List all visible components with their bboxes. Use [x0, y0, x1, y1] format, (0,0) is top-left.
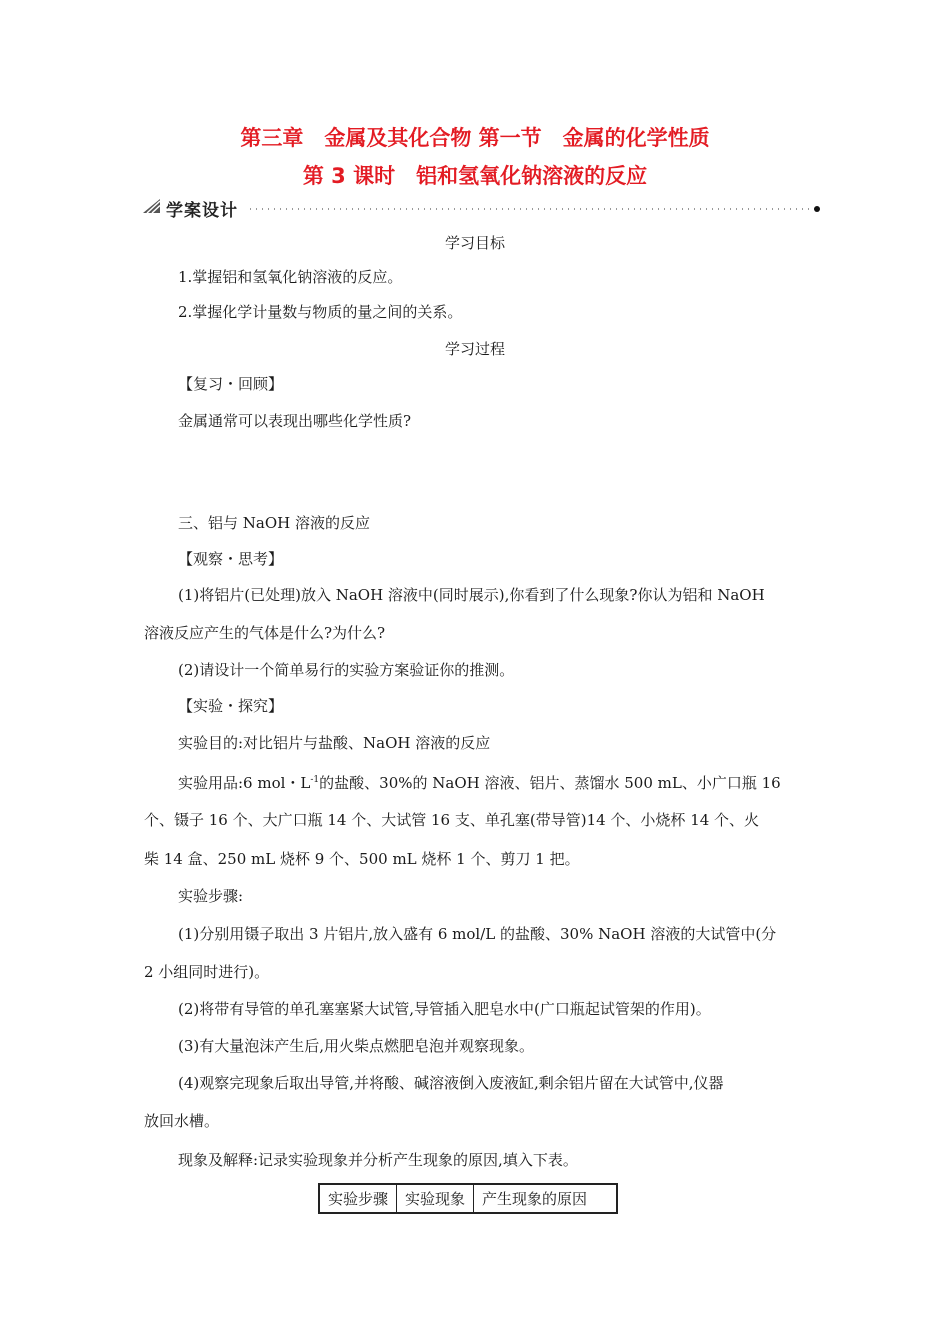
- step-1a: (1)分别用镊子取出 3 片铝片,放入盛有 6 mol/L 的盐酸、30% NaOH 溶液的大试管中(分: [178, 925, 777, 943]
- materials-line-2: 个、镊子 16 个、大广口瓶 14 个、大试管 16 支、单孔塞(带导管)14 个、小烧杯 14 个、火: [144, 811, 760, 829]
- materials-line-1: [178, 770, 781, 793]
- experiment-tag: 【实验・探究】: [178, 697, 284, 715]
- results-table: [318, 1183, 618, 1214]
- review-tag: 【复习・回顾】: [178, 375, 284, 393]
- observe-question-2: (2)请设计一个简单易行的实验方案验证你的推测。: [178, 661, 515, 679]
- materials-line-3: 柴 14 盒、250 mL 烧杯 9 个、500 mL 烧杯 1 个、剪刀 1 把。: [144, 850, 580, 868]
- step-3: (3)有大量泡沫产生后,用火柴点燃肥皂泡并观察现象。: [178, 1037, 535, 1055]
- table-header-row: [319, 1184, 617, 1213]
- materials-superscript: -1: [310, 775, 320, 785]
- steps-heading: 实验步骤:: [178, 887, 244, 905]
- experiment-purpose: 实验目的:对比铝片与盐酸、NaOH 溶液的反应: [178, 734, 491, 752]
- step-1b: 2 小组同时进行)。: [144, 963, 270, 981]
- materials-text-a: 实验用品:6 mol・L: [178, 774, 311, 792]
- section-banner: [142, 196, 822, 221]
- review-question: 金属通常可以表现出哪些化学性质?: [178, 412, 412, 430]
- process-heading: 学习过程: [444, 340, 505, 358]
- table-header-phenomena: 实验现象: [397, 1184, 474, 1213]
- observe-question-1a: (1)将铝片(已处理)放入 NaOH 溶液中(同时展示),你看到了什么现象?你认为铝和 NaOH: [178, 586, 765, 604]
- banner-label: 学案设计: [166, 201, 238, 221]
- explanation-instruction: 现象及解释:记录实验现象并分析产生现象的原因,填入下表。: [178, 1151, 578, 1169]
- objective-item-1: 1.掌握铝和氢氧化钠溶液的反应。: [178, 268, 403, 286]
- section-three-heading: 三、铝与 NaOH 溶液的反应: [178, 514, 370, 532]
- lesson-title: 第 3 课时 铝和氢氧化钠溶液的反应: [302, 164, 648, 188]
- step-4b: 放回水槽。: [144, 1112, 220, 1130]
- chapter-title: 第三章 金属及其化合物 第一节 金属的化学性质: [240, 126, 710, 150]
- observe-tag: 【观察・思考】: [178, 550, 284, 568]
- step-4a: (4)观察完现象后取出导管,并将酸、碱溶液倒入废液缸,剩余铝片留在大试管中,仪器: [178, 1074, 724, 1092]
- triangle-icon: [142, 198, 162, 214]
- table-header-reasons: 产生现象的原因: [474, 1184, 618, 1213]
- step-2: (2)将带有导管的单孔塞塞紧大试管,导管插入肥皂水中(广口瓶起试管架的作用)。: [178, 1000, 711, 1018]
- dotted-rule: [250, 204, 822, 214]
- objective-item-2: 2.掌握化学计量数与物质的量之间的关系。: [178, 303, 463, 321]
- materials-text-b: 的盐酸、30%的 NaOH 溶液、铝片、蒸馏水 500 mL、小广口瓶 16: [319, 774, 781, 792]
- table-header-steps: 实验步骤: [319, 1184, 397, 1213]
- objectives-heading: 学习目标: [444, 234, 505, 252]
- observe-question-1b: 溶液反应产生的气体是什么?为什么?: [144, 624, 386, 642]
